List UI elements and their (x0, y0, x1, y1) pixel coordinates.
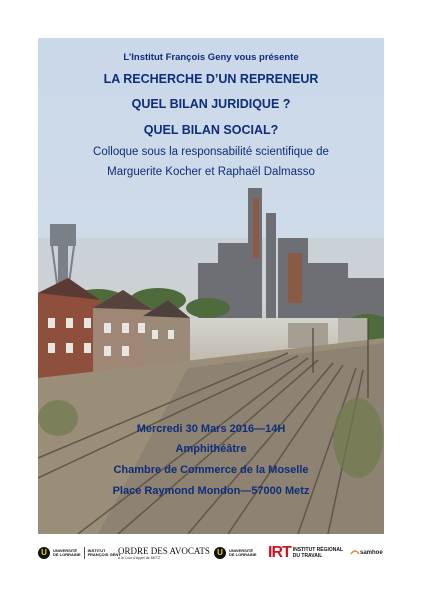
subtitle (38, 142, 384, 182)
logo-ordre-des-avocats: ORDRE DES AVOCATS à la Cour d'Appel de METZ (118, 546, 210, 560)
ul-logo-icon: U (38, 547, 50, 559)
partner-logos (0, 542, 421, 564)
event-venue: Chambre de Commerce de la Moselle (113, 464, 309, 476)
samhoe-logo-icon (350, 548, 360, 558)
intro-text: L’Institut François Geny vous présente (123, 52, 299, 63)
title-line-3: QUEL BILAN SOCIAL? (143, 123, 279, 137)
logo-universite-lorraine-ifg: U UNIVERSITÉ DE LORRAINE INSTITUT FRANÇOIS GÉNY (38, 542, 121, 564)
irt-logo-icon: IRT (268, 544, 291, 561)
event-room: Amphithéâtre (175, 443, 247, 455)
industrial-landscape-photo (38, 38, 384, 534)
logo-irt: IRT INSTITUT RÉGIONAL DU TRAVAIL (268, 544, 344, 561)
logo-samhoe: samhoe (350, 542, 383, 564)
subtitle-line-2: Marguerite Kocher et Raphaël Dalmasso (107, 166, 315, 178)
poster (38, 38, 384, 534)
event-date: Mercredi 30 Mars 2016—14H (136, 423, 286, 435)
title-line-2: QUEL BILAN JURIDIQUE ? (131, 97, 291, 111)
event-address: Place Raymond Mondon—57000 Metz (112, 485, 310, 497)
ul-logo-icon: U (214, 547, 226, 559)
subtitle-line-1: Colloque sous la responsabilité scientifique de (93, 146, 329, 158)
logo-universite-lorraine: U UNIVERSITÉ DE LORRAINE (214, 542, 257, 564)
title-line-1: LA RECHERCHE D’UN REPRENEUR (103, 72, 319, 86)
